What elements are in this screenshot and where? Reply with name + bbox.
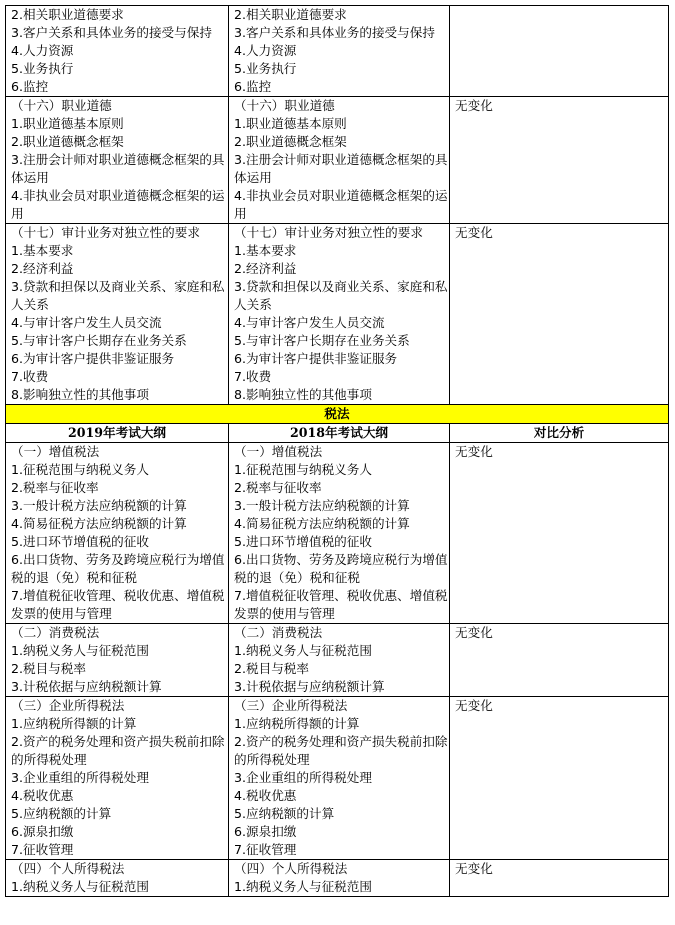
cell-line: 5.应纳税额的计算 [234,806,335,821]
cell-line: 3.计税依据与应纳税额计算 [11,679,162,694]
cell-line: 4.简易征税方法应纳税额的计算 [234,516,410,531]
cell-2018 [229,697,450,860]
cell-line: 7.增值税征收管理、税收优惠、增值税发票的使用与管理 [234,588,448,621]
cell-line: 2.资产的税务处理和资产损失税前扣除的所得税处理 [234,734,448,767]
cell-line: 1.纳税义务人与征税范围 [234,879,372,894]
cell-2018 [229,443,450,624]
cell-line: 8.影响独立性的其他事项 [234,387,372,402]
cell-line: 7.收费 [11,369,49,384]
cell-line: 5.业务执行 [11,61,74,76]
cell-2019 [6,624,229,697]
cell-line: （四）个人所得税法 [234,861,348,876]
table-row [6,624,669,697]
cell-line: （十七）审计业务对独立性的要求 [234,225,423,240]
cell-line: （三）企业所得税法 [11,698,125,713]
cell-line: 3.计税依据与应纳税额计算 [234,679,385,694]
cell-line: 5.进口环节增值税的征收 [11,534,149,549]
cell-line: 5.与审计客户长期存在业务关系 [11,333,187,348]
cell-line: 6.监控 [11,79,49,94]
cell-line: 1.纳税义务人与征税范围 [11,643,149,658]
cell-line: 8.影响独立性的其他事项 [11,387,149,402]
cell-line: 3.注册会计师对职业道德概念框架的具体运用 [234,152,448,185]
cell-line: 4.与审计客户发生人员交流 [11,315,162,330]
cell-line: 2.税率与征收率 [234,480,322,495]
cell-2019 [6,224,229,405]
cell-2018 [229,624,450,697]
cell-line: 6.源泉扣缴 [11,824,74,839]
table-row [6,6,669,97]
table-row [6,224,669,405]
header-2018: 2018年考试大纲 [229,424,450,443]
cell-analysis: 无变化 [450,697,669,860]
cell-line: 4.人力资源 [234,43,297,58]
cell-line: 2.税目与税率 [234,661,309,676]
cell-line: 6.监控 [234,79,272,94]
cell-line: （二）消费税法 [11,625,100,640]
cell-2019 [6,6,229,97]
header-row [6,424,669,443]
cell-line: 1.纳税义务人与征税范围 [11,879,149,894]
cell-2019 [6,443,229,624]
cell-analysis: 无变化 [450,443,669,624]
cell-line: 1.基本要求 [11,243,74,258]
table-row [6,443,669,624]
table-row [6,97,669,224]
table-body [6,6,669,897]
cell-2018 [229,97,450,224]
cell-line: （一）增值税法 [234,444,323,459]
cell-line: 4.非执业会员对职业道德概念框架的运用 [234,188,448,221]
cell-line: 1.应纳税所得额的计算 [11,716,137,731]
cell-line: 7.征收管理 [11,842,74,857]
cell-line: 5.业务执行 [234,61,297,76]
cell-line: （一）增值税法 [11,444,100,459]
cell-line: 2.职业道德概念框架 [11,134,124,149]
cell-line: 5.进口环节增值税的征收 [234,534,372,549]
cell-line: 4.税收优惠 [11,788,74,803]
cell-line: 2.经济利益 [11,261,74,276]
cell-line: （四）个人所得税法 [11,861,125,876]
cell-2018 [229,6,450,97]
cell-line: 4.人力资源 [11,43,74,58]
cell-analysis: 无变化 [450,624,669,697]
cell-line: 7.征收管理 [234,842,297,857]
header-analysis: 对比分析 [450,424,669,443]
cell-line: （十六）职业道德 [234,98,335,113]
cell-2018 [229,224,450,405]
cell-analysis: 无变化 [450,97,669,224]
cell-line: 3.注册会计师对职业道德概念框架的具体运用 [11,152,225,185]
section-band-row [6,405,669,424]
cell-analysis: 无变化 [450,860,669,897]
cell-line: 1.应纳税所得额的计算 [234,716,360,731]
cell-line: 4.非执业会员对职业道德概念框架的运用 [11,188,225,221]
cell-line: 6.出口货物、劳务及跨境应税行为增值税的退（免）税和征税 [234,552,448,585]
cell-line: 3.贷款和担保以及商业关系、家庭和私人关系 [11,279,225,312]
cell-line: 1.职业道德基本原则 [11,116,124,131]
cell-line: （十七）审计业务对独立性的要求 [11,225,200,240]
table-row [6,697,669,860]
cell-line: 7.增值税征收管理、税收优惠、增值税发票的使用与管理 [11,588,225,621]
cell-line: 7.收费 [234,369,272,384]
cell-2019 [6,697,229,860]
cell-2019 [6,97,229,224]
cell-line: 3.贷款和担保以及商业关系、家庭和私人关系 [234,279,448,312]
cell-2018 [229,860,450,897]
cell-line: 1.征税范围与纳税义务人 [234,462,372,477]
cell-line: 3.企业重组的所得税处理 [11,770,149,785]
cell-line: 2.税目与税率 [11,661,86,676]
cell-line: 5.与审计客户长期存在业务关系 [234,333,410,348]
cell-line: 2.经济利益 [234,261,297,276]
cell-line: （三）企业所得税法 [234,698,348,713]
cell-line: 2.资产的税务处理和资产损失税前扣除的所得税处理 [11,734,225,767]
syllabus-comparison-table [5,5,669,897]
cell-line: 3.一般计税方法应纳税额的计算 [234,498,410,513]
cell-2019 [6,860,229,897]
cell-line: 1.基本要求 [234,243,297,258]
cell-line: 6.出口货物、劳务及跨境应税行为增值税的退（免）税和征税 [11,552,225,585]
cell-line: 3.一般计税方法应纳税额的计算 [11,498,187,513]
cell-line: 3.客户关系和具体业务的接受与保持 [234,25,435,40]
cell-line: 2.税率与征收率 [11,480,99,495]
cell-line: 3.企业重组的所得税处理 [234,770,372,785]
cell-line: 2.相关职业道德要求 [234,7,347,22]
cell-line: 6.源泉扣缴 [234,824,297,839]
cell-line: 2.职业道德概念框架 [234,134,347,149]
cell-line: 4.与审计客户发生人员交流 [234,315,385,330]
header-2019: 2019年考试大纲 [6,424,229,443]
cell-line: 4.税收优惠 [234,788,297,803]
cell-line: 1.征税范围与纳税义务人 [11,462,149,477]
cell-line: 6.为审计客户提供非鉴证服务 [234,351,398,366]
section-title-tax-law: 税法 [6,405,669,424]
cell-line: 6.为审计客户提供非鉴证服务 [11,351,175,366]
cell-line: 1.职业道德基本原则 [234,116,347,131]
table-row [6,860,669,897]
cell-analysis: 无变化 [450,224,669,405]
cell-line: 5.应纳税额的计算 [11,806,112,821]
cell-analysis [450,6,669,97]
cell-line: 4.简易征税方法应纳税额的计算 [11,516,187,531]
cell-line: （二）消费税法 [234,625,323,640]
cell-line: 1.纳税义务人与征税范围 [234,643,372,658]
cell-line: （十六）职业道德 [11,98,112,113]
cell-line: 3.客户关系和具体业务的接受与保持 [11,25,212,40]
cell-line: 2.相关职业道德要求 [11,7,124,22]
